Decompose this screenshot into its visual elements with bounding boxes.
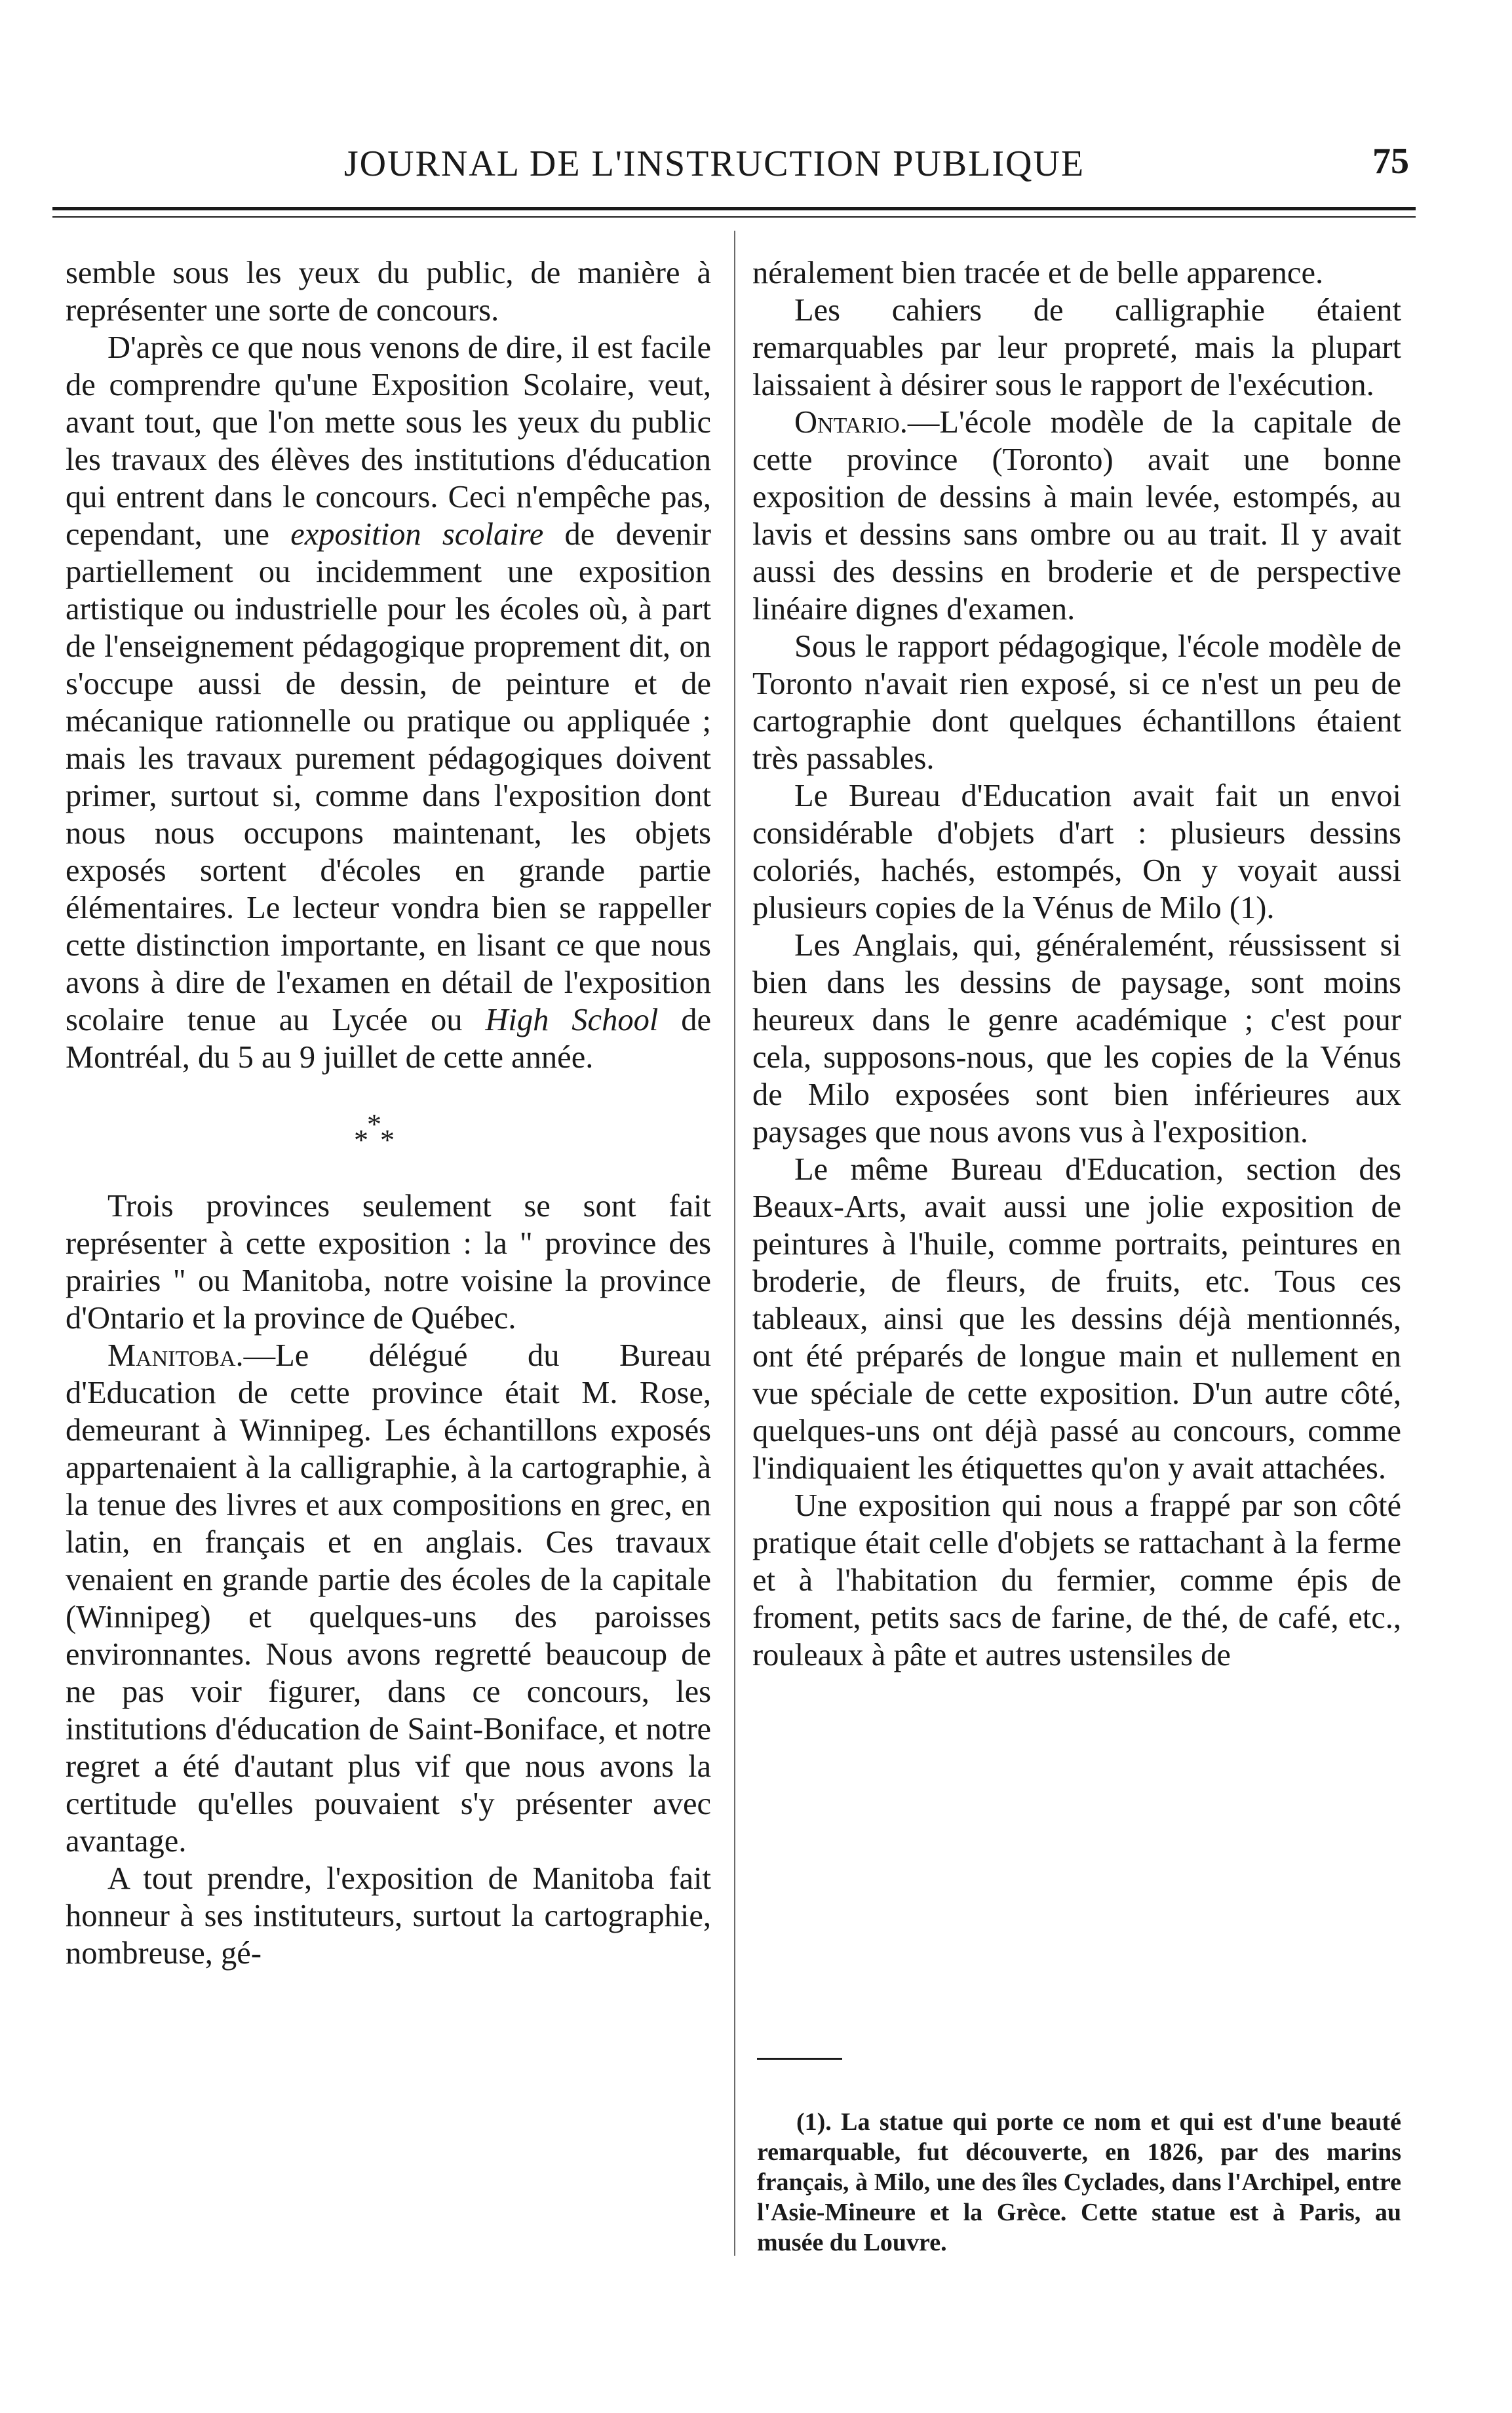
section-heading-ontario: Ontario. [794,405,908,440]
column-divider [734,231,735,2256]
paragraph: néralement bien tracée et de belle apparence. [752,256,1324,290]
paragraph-text: D'après ce que nous venons de dire, il est facile de comprendre qu'une Exposition Scolaire, veut, avant tout, que l'on mette sous les yeux du public les travaux des élèves des institutions d'éducation qui entrent dans le concours. Ceci n'empêche pas, cependant, une [66,330,711,552]
page-number: 75 [1372,141,1409,182]
header-rule-thick [52,207,1416,210]
paragraph: Le Bureau d'Education avait fait un envoi considérable d'objets d'art : plusieurs dessins coloriés, hachés, estompés, On y voyait aussi plusieurs copies de la Vénus de Milo (1). [752,779,1401,925]
paragraph [66,329,711,1076]
right-column [752,254,1401,1674]
paragraph-text: —Le délégué du Bureau d'Education de cette province était M. Rose, demeurant à Winnipeg. Les échantillons exposés appartenaient à la calligraphie, à la cartographie, à la tenue des livres et aux compositions en grec, en latin, en français et en anglais. Ces travaux venaient en grande partie des écoles de la capitale (Winnipeg) et quelques-uns des paroisses environnantes. Nous avons regretté beaucoup de ne pas voir figurer, dans ce concours, les institutions d'éducation de Saint-Boniface, et notre regret a été d'autant plus vif que nous avons la certitude qu'elles pouvaient s'y présenter avec avantage. [66,1338,711,1859]
paragraph: Le même Bureau d'Education, section des Beaux-Arts, avait aussi une jolie exposition de peintures à l'huile, comme portraits, peintures en broderie, de fleurs, de fruits, etc. Tous ces tableaux, ainsi que les dessins déjà mentionnés, ont été préparés de longue main et nullement en vue spéciale de cette exposition. D'un autre côté, quelques-uns ont déjà passé au concours, comme l'indiquaient les étiquettes qu'on y avait attachées. [752,1152,1401,1486]
paragraph: A tout prendre, l'exposition de Manitoba fait honneur à ses instituteurs, surtout la cartographie, nombreuse, gé- [66,1861,711,1971]
paragraph [752,404,1401,628]
paragraph: Trois provinces seulement se sont fait représenter à cette exposition : la " province des prairies " ou Manitoba, notre voisine la province d'Ontario et la province de Québec. [66,1189,711,1336]
italic-term: High School [485,1003,659,1037]
paragraph: Une exposition qui nous a frappé par son côté pratique était celle d'objets se rattachant à la ferme et à l'habitation du fermier, comme épis de froment, petits sacs de farine, de thé, de café, etc., rouleaux à pâte et autres ustensiles de [752,1488,1401,1672]
footnote: (1). La statue qui porte ce nom et qui est d'une beauté remarquable, fut découverte, en 1826, par des marins français, à Milo, une des îles Cyclades, dans l'Archipel, entre l'Asie-Mineure et la Grèce. Cette statue est à Paris, au musée du Louvre. [757,2108,1401,2256]
asterism-star: * [380,1124,395,1156]
paragraph: Sous le rapport pédagogique, l'école modèle de Toronto n'avait rien exposé, si ce n'est un peu de cartographie dont quelques échantillons étaient très passables. [752,629,1401,776]
paragraph [66,1337,711,1860]
asterism-star: * [354,1124,368,1156]
paragraph: Les Anglais, qui, généralemént, réussissent si bien dans les dessins de paysage, sont moins heureux dans le genre académique ; c'est pour cela, supposons-nous, que les copies de la Vénus de Milo exposées sont bien inférieures aux paysages que nous avons vus à l'exposition. [752,928,1401,1149]
asterism [66,1076,711,1187]
left-column [66,254,711,1972]
header-rule-thin [52,216,1416,218]
running-header-title: JOURNAL DE L'INSTRUCTION PUBLIQUE [343,144,1085,184]
footnote-rule [757,2058,842,2060]
paragraph: semble sous les yeux du public, de manière à représenter une sorte de concours. [66,256,711,328]
paragraph-text: de devenir partiellement ou incidemment une exposition artistique ou industrielle pour les écoles où, à part de l'enseignement pédagogique proprement dit, on s'occupe aussi de dessin, de peinture et de mécanique rationnelle ou pratique ou appliquée ; mais les travaux purement pédagogiques doivent primer, surtout si, comme dans l'exposition dont nous nous occupons maintenant, les objets exposés sortent d'écoles en grande partie élémentaires. Le lecteur vondra bien se rappeller cette distinction importante, en lisant ce que nous avons à dire de l'examen en détail de l'exposition scolaire tenue au Lycée ou [66,517,711,1037]
italic-term: exposition scolaire [290,517,544,552]
paragraph: Les cahiers de calligraphie étaient remarquables par leur propreté, mais la plupart laissaient à désirer sous le rapport de l'exécution. [752,293,1401,402]
section-heading-manitoba: Manitoba. [107,1338,244,1373]
paragraph-text: de Montréal, du 5 au 9 juillet de cette année. [66,1003,711,1075]
paragraph-text: —L'école modèle de la capitale de cette province (Toronto) avait une bonne exposition de dessins à main levée, estompés, au lavis et dessins sans ombre ou au trait. Il y avait aussi des dessins en broderie et de perspective linéaire dignes d'examen. [752,405,1401,627]
asterism-star: * [367,1108,381,1140]
